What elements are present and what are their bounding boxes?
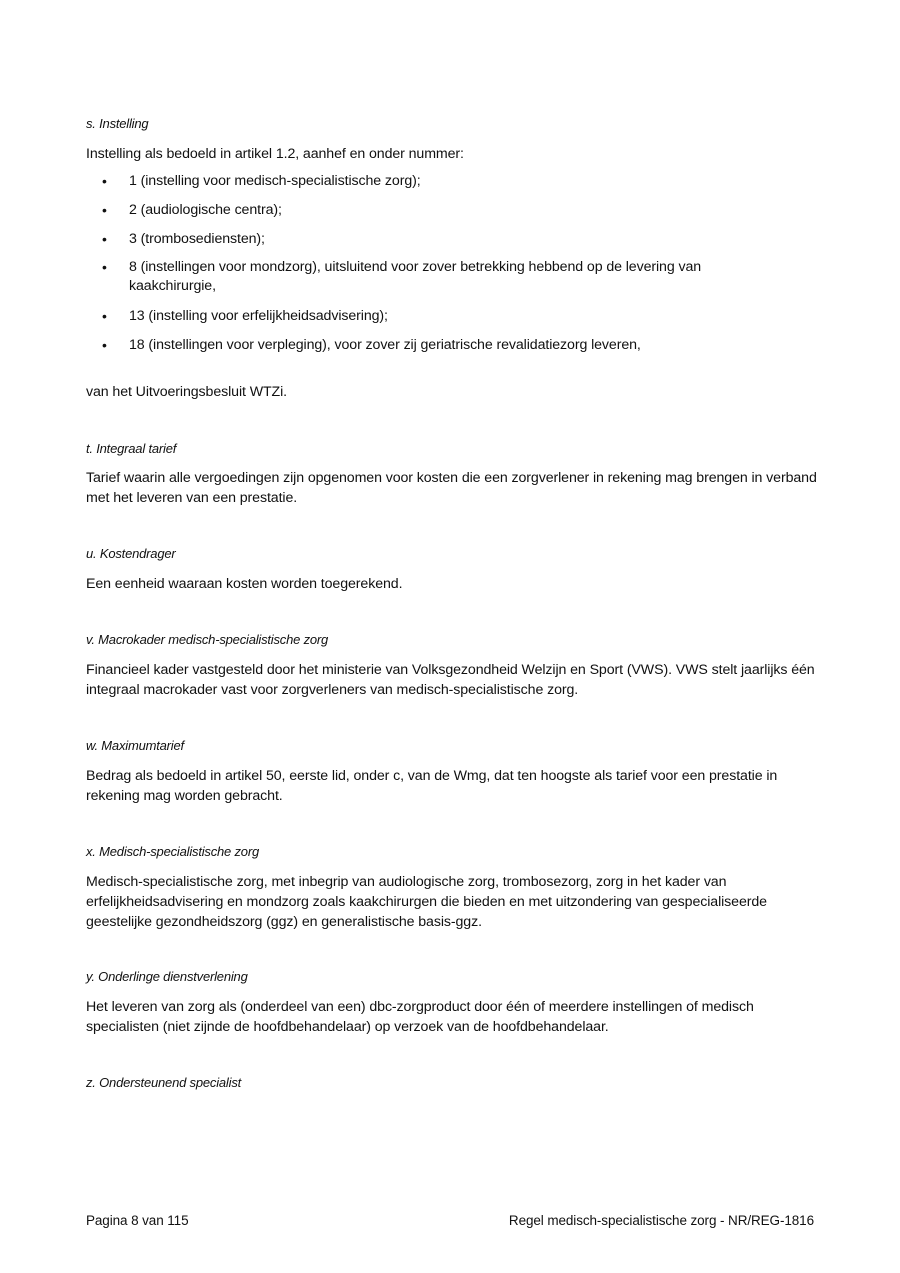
bullet-icon: • — [102, 231, 107, 247]
bullet-icon: • — [102, 202, 107, 218]
bullet-icon: • — [102, 337, 107, 353]
section-heading-z: z. Ondersteunend specialist — [86, 1075, 242, 1090]
section-text-w: Bedrag als bedoeld in artikel 50, eerste lid, onder c, van de Wmg, dat ten hoogste als tarief voor een prestatie in rekening mag worden gebracht. — [86, 768, 778, 804]
section-text-x: Medisch-specialistische zorg, met inbegrip van audiologische zorg, trombosezorg, zorg in het kader van erfelijkheidsadvisering en mondzorg zoals kaakchirurgen die bieden en met uitzondering van gespecialiseerde geestelijke gezondheidszorg (ggz) en generalistische basis-ggz. — [86, 874, 767, 930]
document-reference: Regel medisch-specialistische zorg - NR/REG-1816 — [508, 1213, 814, 1228]
section-text-y: Het leveren van zorg als (onderdeel van een) dbc-zorgproduct door één of meerdere instellingen of medisch specialisten (niet zijnde de hoofdbehandelaar) op verzoek van de hoofdbehandelaar. — [86, 999, 754, 1035]
section-heading-x: x. Medisch-specialistische zorg — [86, 844, 259, 859]
section-heading-s: s. Instelling — [86, 116, 149, 131]
section-text-v: Financieel kader vastgesteld door het ministerie van Volksgezondheid Welzijn en Sport (VWS). VWS stelt jaarlijks één integraal macrokader vast voor zorgverleners van medisch-specialistische zorg. — [86, 662, 815, 698]
section-text-u: Een eenheid waaraan kosten worden toegerekend. — [86, 576, 403, 592]
page-number: Pagina 8 van 115 — [86, 1213, 189, 1228]
section-text-t: Tarief waarin alle vergoedingen zijn opgenomen voor kosten die een zorgverlener in rekening mag brengen in verband met het leveren van een prestatie. — [86, 470, 817, 506]
section-heading-u: u. Kostendrager — [86, 546, 176, 561]
section-heading-v: v. Macrokader medisch-specialistische zorg — [86, 632, 329, 647]
bullet-icon: • — [102, 259, 107, 275]
section-heading-w: w. Maximumtarief — [86, 738, 184, 753]
section-outro-s: van het Uitvoeringsbesluit WTZi. — [86, 384, 288, 400]
bullet-icon: • — [102, 308, 107, 324]
section-heading-t: t. Integraal tarief — [86, 441, 177, 456]
section-intro-s: Instelling als bedoeld in artikel 1.2, aanhef en onder nummer: — [86, 146, 464, 162]
bullet-icon: • — [102, 173, 107, 189]
section-heading-y: y. Onderlinge dienstverlening — [86, 969, 248, 984]
